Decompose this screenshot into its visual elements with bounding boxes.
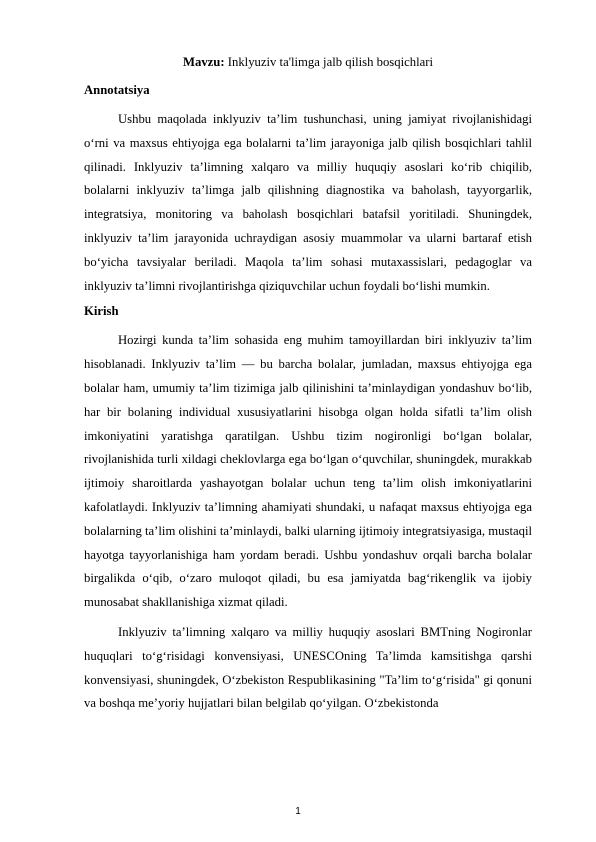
intro-paragraph-1: Hozirgi kunda ta’lim sohasida eng muhim tamoyillardan biri inklyuziv ta’lim hisoblanadi. Inklyuziv ta’lim — bu barcha bolalar, jumladan, maxsus ehtiyojga ega bolalar ham, umumiy ta’lim tizimiga jalb qilinishini ta’minlaydigan yondashuv bo‘lib, har bir bolaning individual xususiyatlarini hisobga olgan holda sifatli ta’lim olish imkoniyatini yaratishga qaratilgan. Ushbu tizim nogironligi bo‘lgan bolalar, rivojlanishida turli xildagi cheklovlarga ega bo‘lgan o‘quvchilar, shuningdek, murakkab ijtimoiy sharoitlarda yashayotgan bolalar uchun teng ta’lim olish imkoniyatlarini kafolatlaydi. Inklyuziv ta’limning ahamiyati shundaki, u nafaqat maxsus ehtiyojga ega bolalarning ta’lim olishini ta’minlaydi, balki ularning ijtimoiy integratsiyasiga, mustaqil hayotga tayyorlanishiga ham yordam beradi. Ushbu yondashuv orqali barcha bolalar birgalikda o‘qib, o‘zaro muloqot qiladi, bu esa jamiyatda bag‘rikenglik va ijobiy munosabat shakllanishiga xizmat qiladi. bbox=[84, 333, 532, 610]
abstract-paragraph: Ushbu maqolada inklyuziv ta’lim tushunchasi, uning jamiyat rivojlanishidagi o‘rni va maxsus ehtiyojga ega bolalarni ta’lim jarayoniga jalb qilish bosqichlari tahlil qilinadi. Inklyuziv ta’limning xalqaro va milliy huquqiy asoslari ko‘rib chiqilib, bolalarni inklyuziv ta’limga jalb qilishning diagnostika va baholash, tayyorgarlik, integratsiya, monitoring va baholash bosqichlari batafsil yoritiladi. Shuningdek, inklyuziv ta’lim jarayonida uchraydigan asosiy muammolar va ularni bartaraf etish bo‘yicha tavsiyalar beriladi. Maqola ta’lim sohasi mutaxassislari, pedagoglar va inklyuziv ta’limni rivojlantirishga qiziquvchilar uchun foydali bo‘lishi mumkin. bbox=[84, 112, 532, 293]
title-lead: Mavzu: bbox=[183, 55, 225, 69]
document-title bbox=[84, 55, 532, 70]
intro-heading: Kirish bbox=[84, 304, 119, 319]
title-text: Inklyuziv ta'limga jalb qilish bosqichlari bbox=[224, 55, 433, 69]
page-number: 1 bbox=[295, 806, 301, 817]
abstract-heading: Annotatsiya bbox=[84, 83, 150, 97]
page-content bbox=[84, 55, 532, 722]
intro-paragraph-2: Inklyuziv ta’limning xalqaro va milliy huquqiy asoslari BMTning Nogironlar huquqlari to‘g‘risidagi konvensiyasi, UNESCOning Ta’limda kamsitishga qarshi konvensiyasi, shuningdek, O‘zbekiston Respublikasining "Ta’lim to‘g‘risida" gi qonuni va boshqa me’yoriy hujjatlari bilan belgilab qo‘yilgan. O‘zbekistonda bbox=[84, 624, 532, 711]
